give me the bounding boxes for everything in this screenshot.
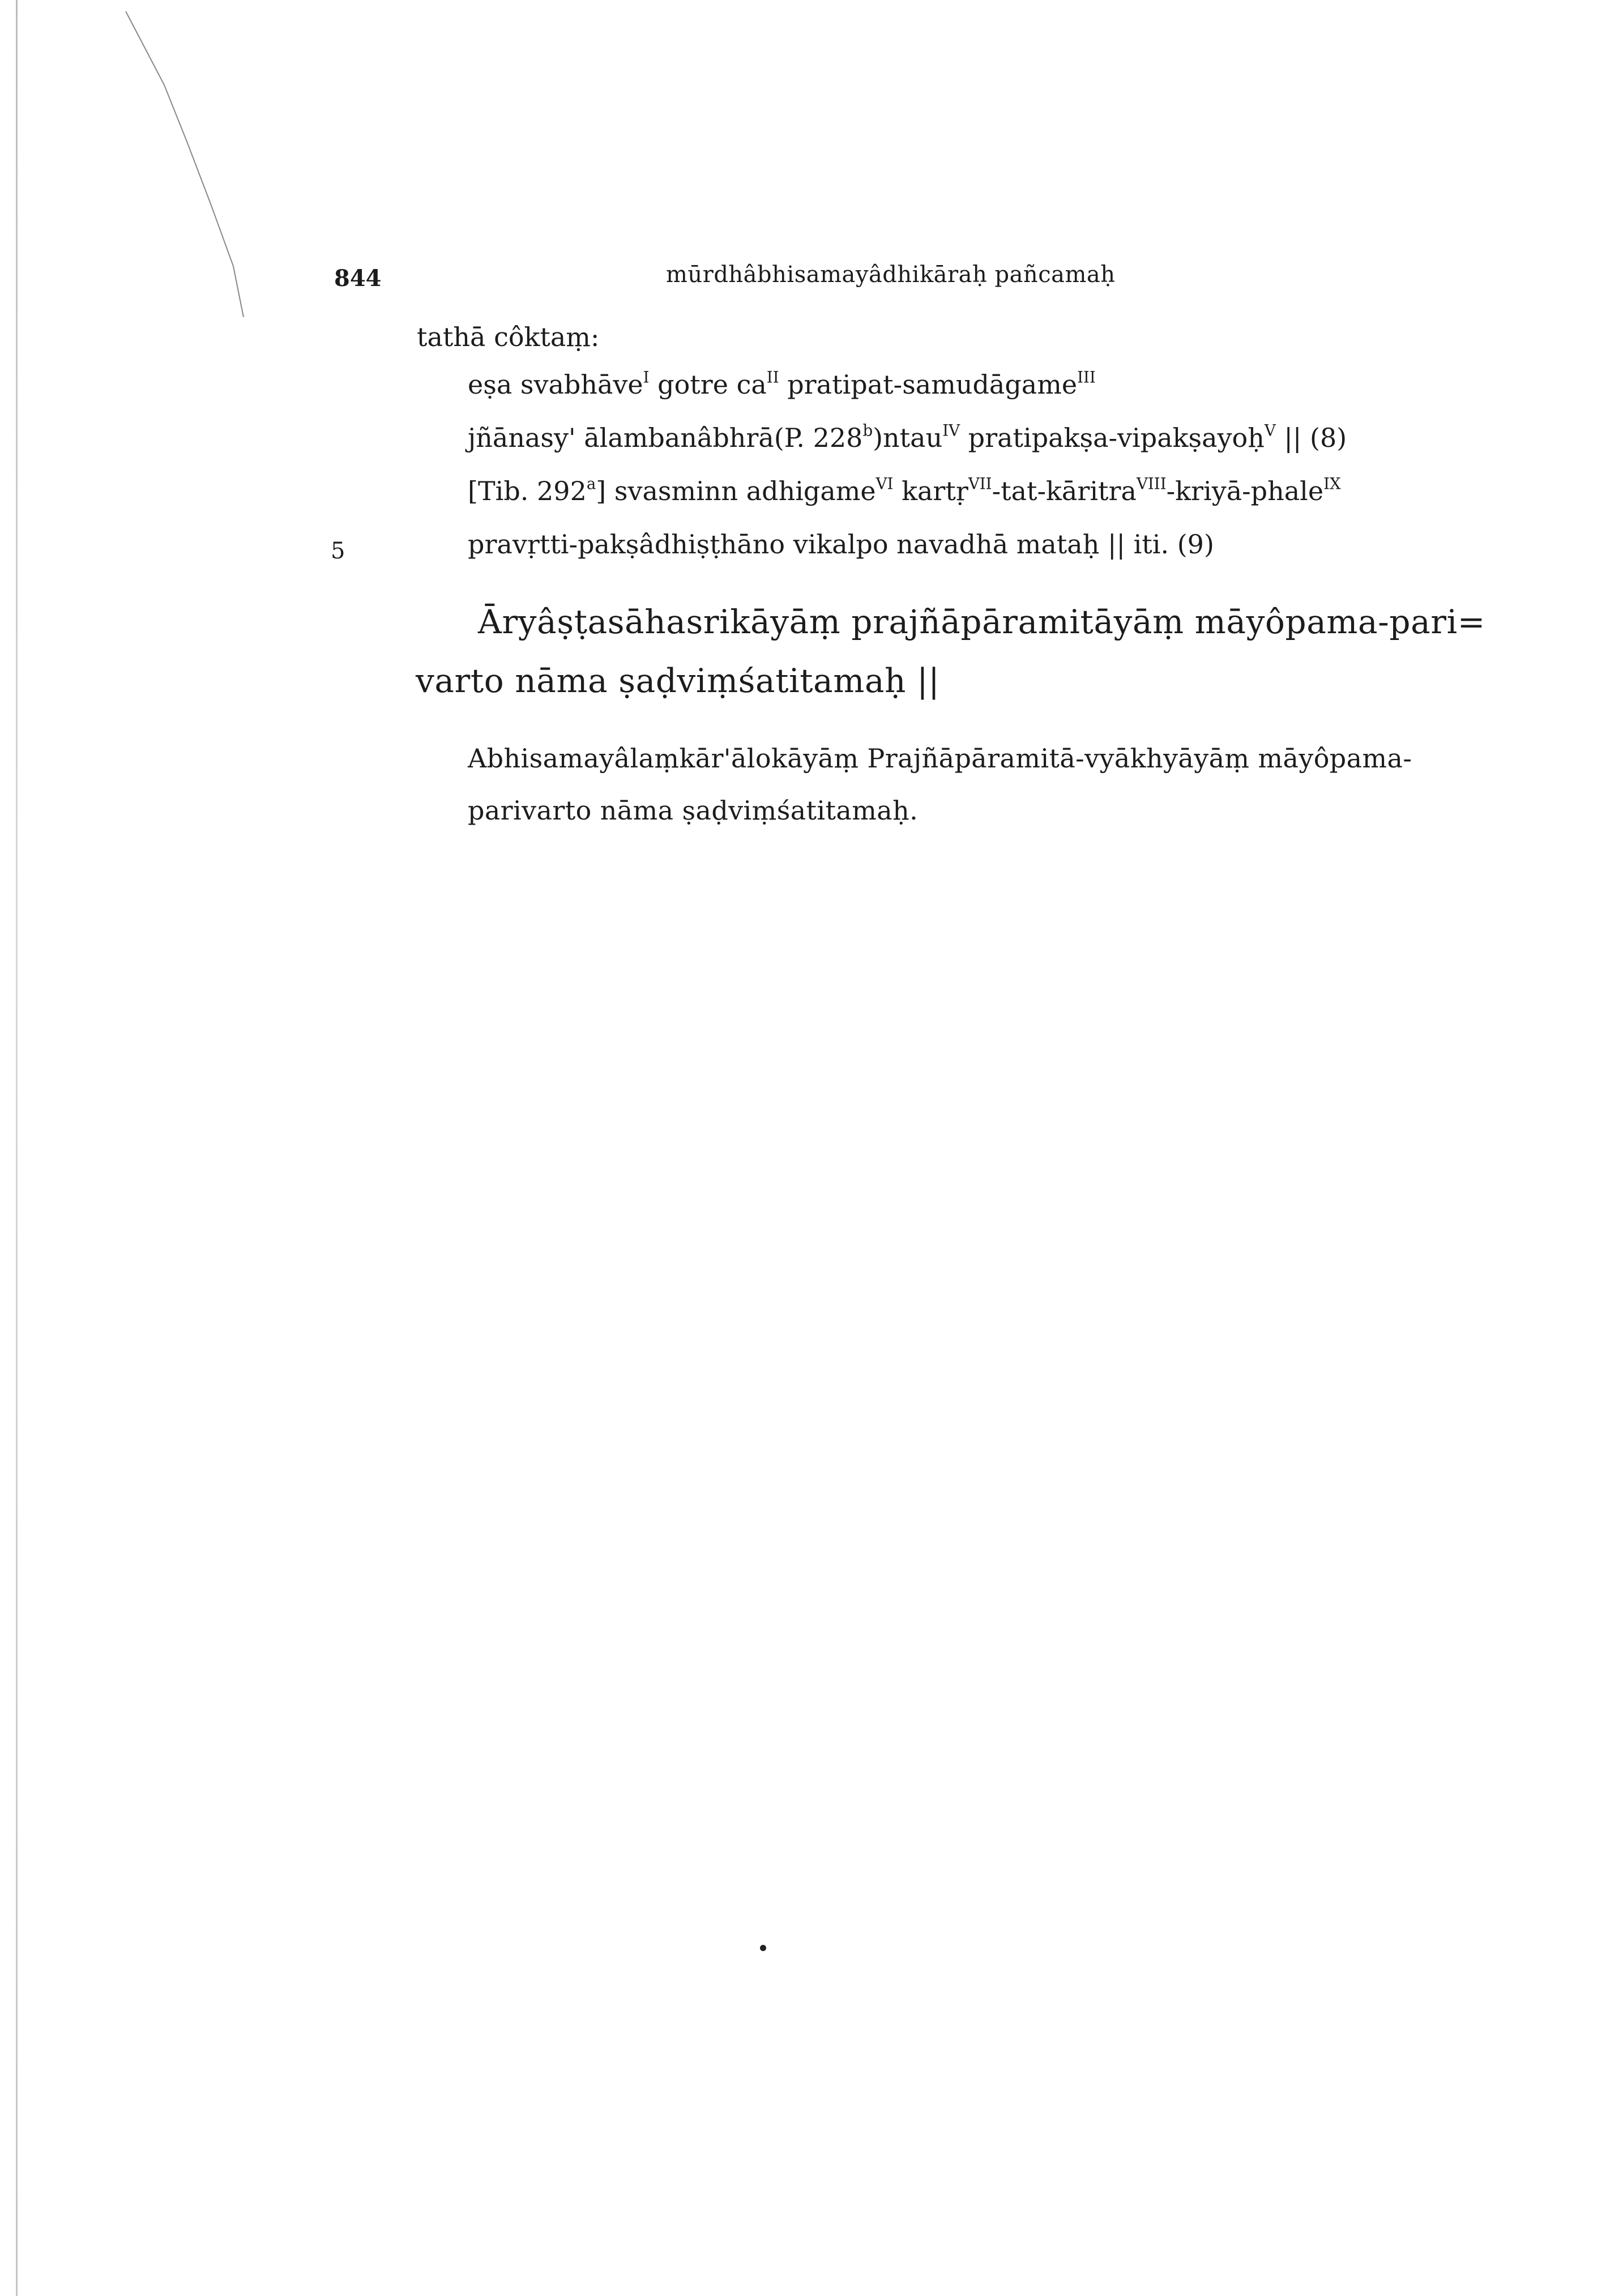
running-title: mūrdhâbhisamayâdhikāraḥ pañcamaḥ xyxy=(666,262,1116,288)
page-number: 844 xyxy=(334,265,382,292)
verse-line-2: jñānasy' ālambanâbhrā(P. 228$^b$)ntau$^{IV}$ pratipakṣa-vipakṣayoḥ$^V$ || (8) xyxy=(468,421,1347,453)
colophon-line-2: varto nāma ṣaḍviṃśatitamaḥ || xyxy=(416,662,940,700)
verse-line-1: eṣa svabhāve$^I$ gotre $ca^{II}$ pratipat-samudāgame$^{III}$ xyxy=(468,368,1096,400)
intro-line: tathā côktaṃ: xyxy=(417,322,600,352)
ink-speck xyxy=(760,1945,766,1951)
margin-line-number: 5 xyxy=(331,538,345,564)
commentary-colophon-line-2: parivarto nāma ṣaḍviṃśatitamaḥ. xyxy=(468,795,919,826)
colophon-line-1: Āryâṣṭasāhasrikāyāṃ prajñāpāramitāyāṃ māyôpama-pari= xyxy=(478,603,1485,641)
verse-line-3: [Tib. 292$^a$] svasminn adhigame$^{VI}$ kartṛ$^{VII}$-tat-kāritra$^{VIII}$-kriyā-phale$^{IX}$ xyxy=(468,474,1341,506)
commentary-colophon-line-1: Abhisamayâlaṃkār'ālokāyāṃ Prajñāpāramitā-vyākhyāyāṃ māyôpama- xyxy=(468,743,1412,774)
verse-line-4: pravṛtti-pakṣâdhiṣṭhāno vikalpo navadhā mataḥ || iti. (9) xyxy=(468,529,1214,560)
fold-mark xyxy=(0,0,294,351)
